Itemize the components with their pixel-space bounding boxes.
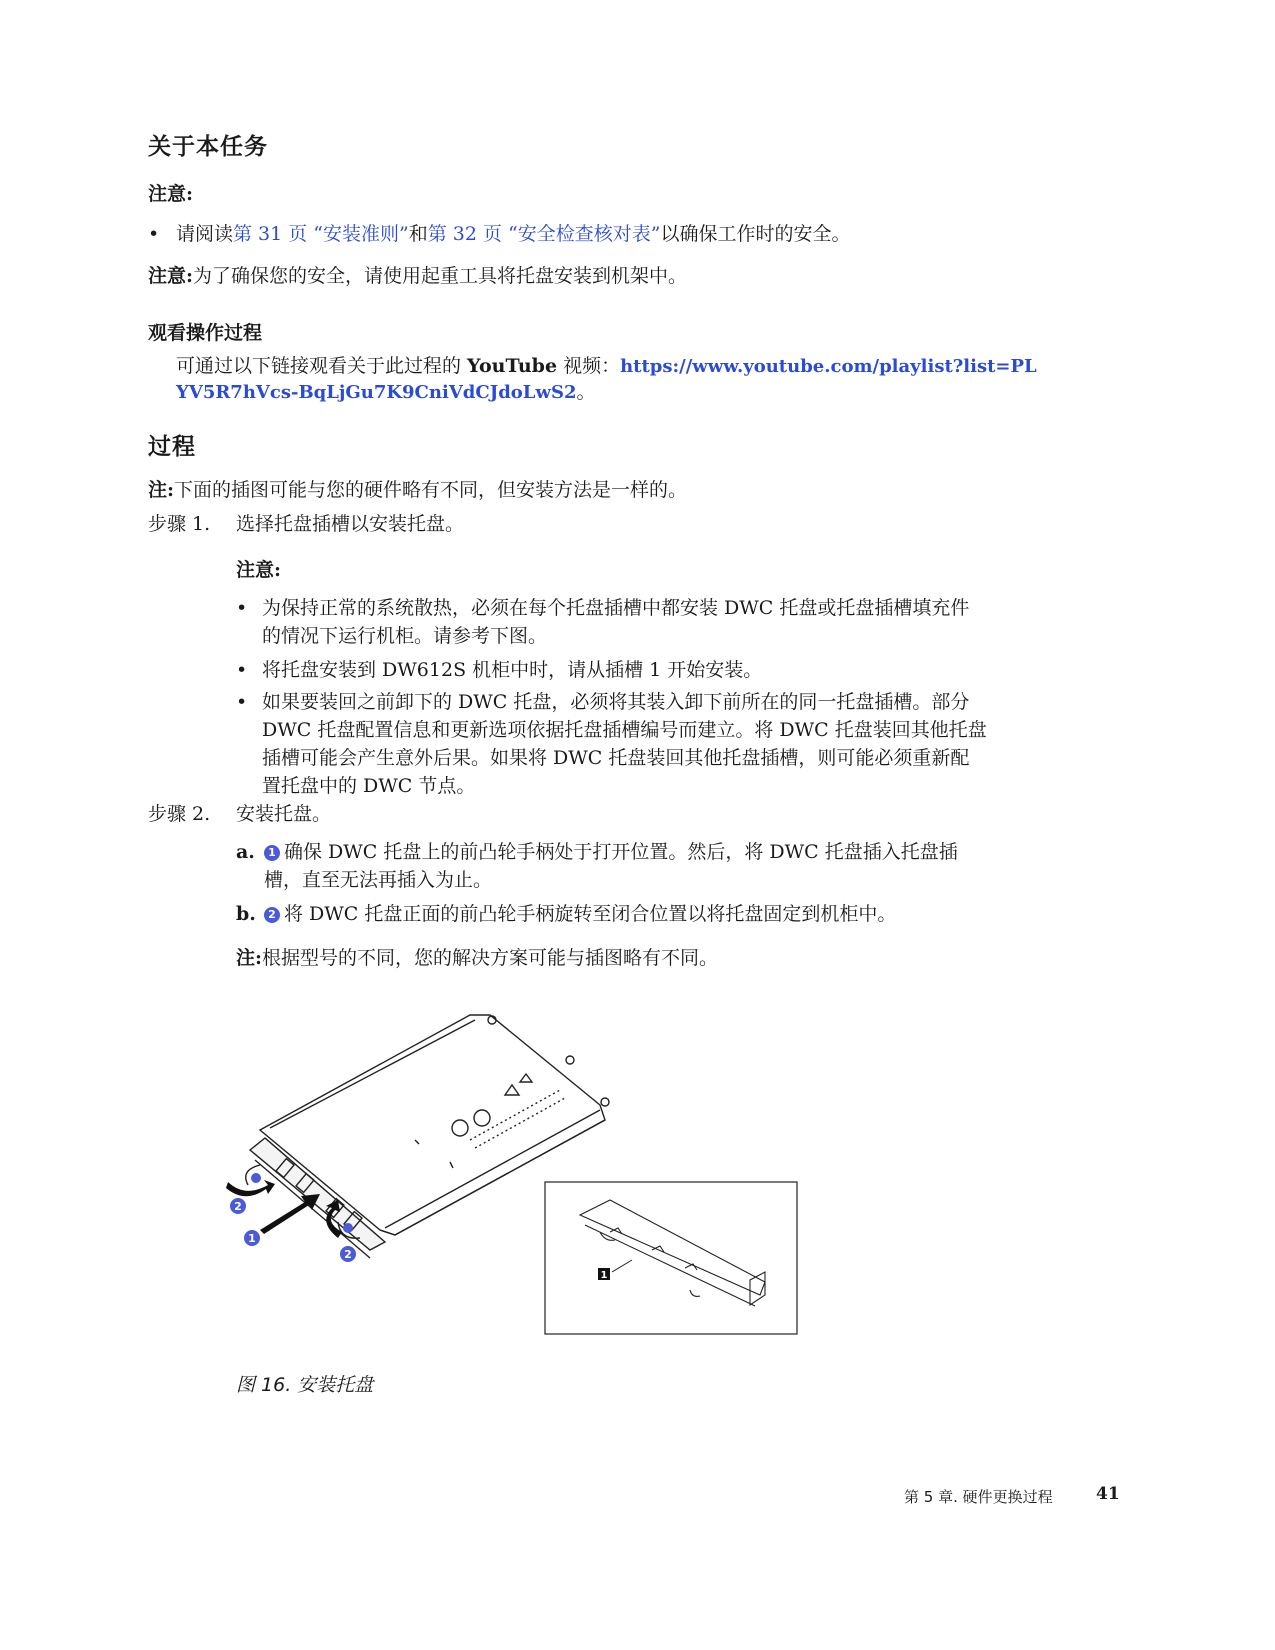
step-1 <box>148 510 210 538</box>
step1-bullet-line: 插槽可能会产生意外后果。如果将 DWC 托盘装回其他托盘插槽，则可能必须重新配 <box>262 747 970 769</box>
section-title-about: 关于本任务 <box>148 134 268 160</box>
attention2-text: 为了确保您的安全，请使用起重工具将托盘安装到机架中。 <box>193 265 688 287</box>
safety-post: 以确保工作时的安全。 <box>660 223 851 245</box>
inset-box <box>545 1182 797 1334</box>
sub-a-line1-text: 确保 DWC 托盘上的前凸轮手柄处于打开位置。然后，将 DWC 托盘插入托盘插 <box>284 841 958 863</box>
install-guidelines-link[interactable]: 第 31 页 “安装准则” <box>233 223 409 245</box>
step1-bullet-slot <box>262 656 762 684</box>
sub-b-label: b. <box>236 903 256 925</box>
sub-a-line1 <box>264 838 958 866</box>
note2 <box>236 944 718 972</box>
sub-b-text-content: 将 DWC 托盘正面的前凸轮手柄旋转至闭合位置以将托盘固定到机柜中。 <box>284 903 897 925</box>
safety-reading-item <box>176 220 851 248</box>
inset-callout-label: 1 <box>600 1270 608 1281</box>
callout-label: 2 <box>344 1248 352 1261</box>
bullet-dot: • <box>236 691 248 713</box>
step2-text: 安装托盘。 <box>236 803 332 825</box>
video-line-1 <box>176 352 1037 381</box>
bullet-dot: • <box>148 223 160 245</box>
step1-bullet-line: 如果要装回之前卸下的 DWC 托盘，必须将其装入卸下前所在的同一托盘插槽。部分 <box>262 691 970 713</box>
page-number: 41 <box>1096 1484 1120 1504</box>
attention-lift <box>148 262 687 290</box>
youtube-link-part1[interactable]: https://www.youtube.com/playlist?list=PL <box>620 356 1037 377</box>
sub-a-label: a. <box>236 841 255 863</box>
step1-bullet-cooling <box>262 594 969 650</box>
callout-label: 1 <box>248 1232 256 1245</box>
step2-label: 步骤 2. <box>148 803 211 825</box>
step1-bullet-line: 为保持正常的系统散热，必须在每个托盘插槽中都安装 DWC 托盘或托盘插槽填充件 <box>262 597 970 619</box>
step1-bullet-line: 的情况下运行机柜。请参考下图。 <box>262 625 548 647</box>
note2-text: 根据型号的不同，您的解决方案可能与插图略有不同。 <box>262 947 719 969</box>
step1-bullet-line: 将托盘安装到 DW612S 机柜中时，请从插槽 1 开始安装。 <box>262 659 763 681</box>
procedure-note <box>148 476 687 504</box>
safety-mid: 和 <box>408 223 428 245</box>
step1-bullet-line: DWC 托盘配置信息和更新选项依据托盘插槽编号而建立。将 DWC 托盘装回其他托盘 <box>262 719 987 741</box>
sub-b-text <box>264 900 896 928</box>
safety-checklist-link[interactable]: 第 32 页 “安全检查核对表” <box>427 223 661 245</box>
callout-2-icon: 2 <box>264 907 280 923</box>
note-text: 下面的插图可能与您的硬件略有不同，但安装方法是一样的。 <box>174 479 688 501</box>
step1-bullet-line: 置托盘中的 DWC 节点。 <box>262 775 476 797</box>
attention-label: 注意: <box>148 183 194 205</box>
note2-label: 注: <box>236 947 263 969</box>
safety-pre: 请阅读 <box>176 223 234 245</box>
step1-text: 选择托盘插槽以安装托盘。 <box>236 513 465 535</box>
callout-1-icon: 1 <box>264 845 280 861</box>
bullet-dot: • <box>236 597 248 619</box>
step1-label: 步骤 1. <box>148 513 211 535</box>
attention2-label: 注意: <box>148 265 194 287</box>
tray-install-illustration <box>220 1010 820 1350</box>
video-line-2 <box>176 378 596 407</box>
video-text-pre: 可通过以下链接观看关于此过程的 <box>176 355 468 377</box>
step1-bullet-reinstall <box>262 688 987 800</box>
youtube-link-part2[interactable]: YV5R7hVcs-BqLjGu7K9CniVdCJdoLwS2 <box>176 382 577 403</box>
figure-caption: 图 16. 安装托盘 <box>236 1374 374 1396</box>
video-text-bold: YouTube <box>467 355 558 377</box>
bullet-dot: • <box>236 659 248 681</box>
video-text-post: 视频： <box>557 355 621 377</box>
video-url-end: 。 <box>576 381 596 403</box>
section-title-watch: 观看操作过程 <box>148 322 263 344</box>
section-title-procedure: 过程 <box>148 434 196 460</box>
sub-a-line2: 槽，直至无法再插入为止。 <box>264 869 493 891</box>
callout-label: 2 <box>234 1200 242 1213</box>
note-label: 注: <box>148 479 175 501</box>
sub-a-text <box>264 838 958 894</box>
footer-chapter: 第 5 章. 硬件更换过程 <box>904 1488 1053 1506</box>
step1-attention: 注意: <box>236 559 282 581</box>
